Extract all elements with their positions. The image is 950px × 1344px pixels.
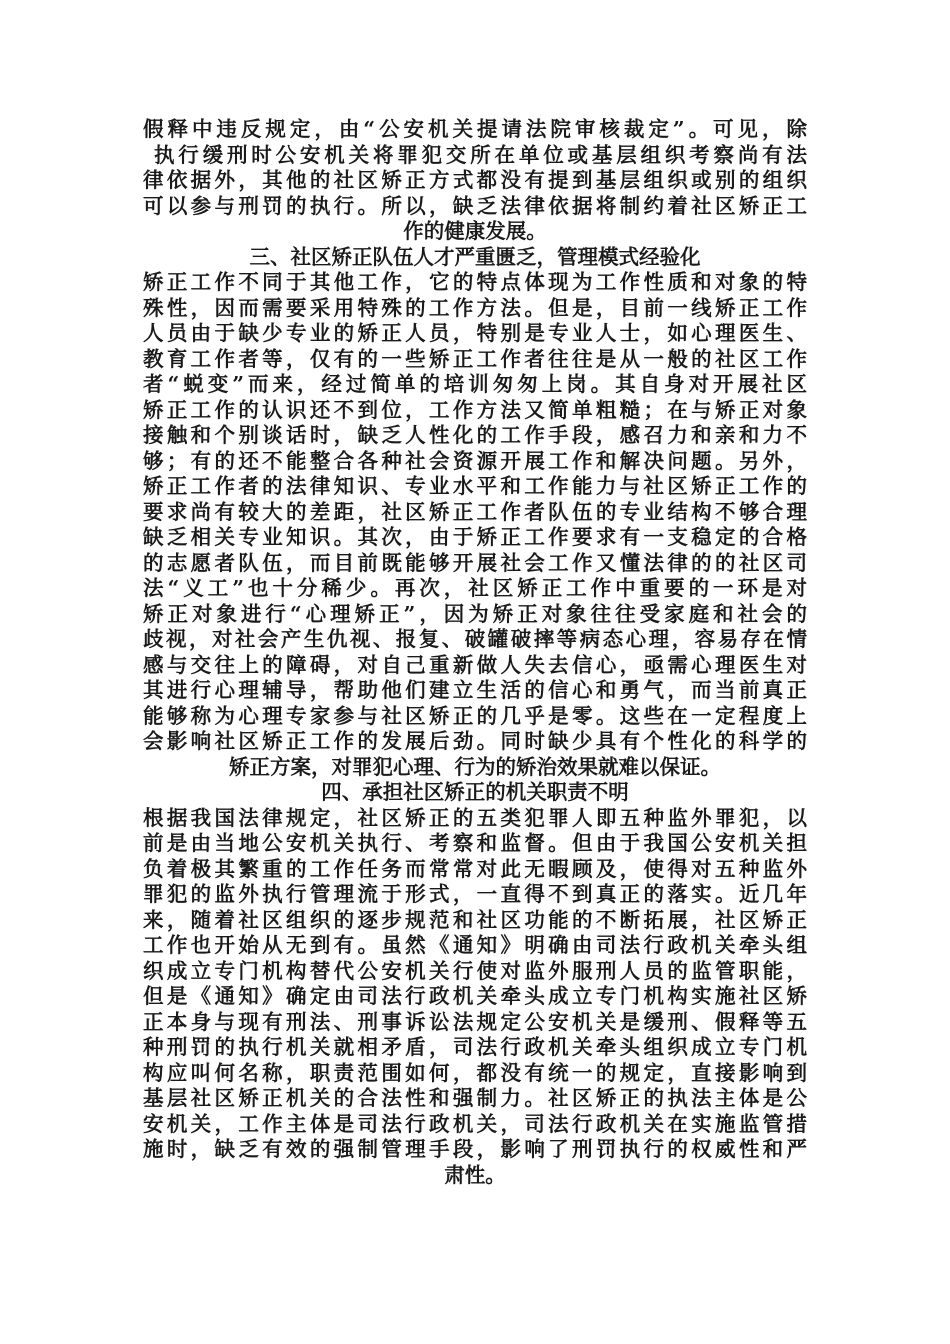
text-line: 假释中违反规定，由“公安机关提请法院审核裁定”。可见，除 [143, 117, 807, 141]
text-line: 够；有的还不能整合各种社会资源开展工作和解决问题。另外， [143, 448, 807, 473]
text-line: 构应叫何名称，职责范围如何，都没有统一的规定，直接影响到 [143, 1060, 807, 1085]
text-line: 来，随着社区组织的逐步规范和社区功能的不断拓展，社区矫正 [143, 907, 807, 932]
text-line: 前是由当地公安机关执行、考察和监督。但由于我国公安机关担 [143, 831, 807, 855]
text-line: 会影响社区矫正工作的发展后劲。同时缺少具有个性化的科学的 [143, 729, 807, 753]
text-line: 可以参与刑罚的执行。所以，缺乏法律依据将制约着社区矫正工 [143, 193, 807, 218]
text-line: 接触和个别谈话时，缺乏人性化的工作手段，感召力和亲和力不 [143, 423, 807, 447]
text-line: 矫正工作者的法律知识、专业水平和工作能力与社区矫正工作的 [143, 474, 807, 498]
paragraph-2 [143, 270, 807, 780]
section-heading: 四、承担社区矫正的机关职责不明 [321, 780, 629, 804]
text-line: 教育工作者等，仅有的一些矫正工作者往往是从一般的社区工作 [143, 346, 807, 371]
text-line: 根据我国法律规定，社区矫正的五类犯罪人即五种监外罪犯，以 [143, 805, 807, 830]
text-line: 歧视，对社会产生仇视、报复、破罐破摔等病态心理，容易存在情 [143, 627, 807, 651]
text-line: 工作也开始从无到有。虽然《通知》明确由司法行政机关牵头组 [143, 933, 807, 957]
text-line: 感与交往上的障碍，对自己重新做人失去信心，亟需心理医生对 [143, 652, 807, 677]
text-line: 者“蜕变”而来，经过简单的培训匆匆上岗。其自身对开展社区 [143, 372, 807, 396]
text-line: 要求尚有较大的差距，社区矫正工作者队伍的专业结构不够合理 [143, 499, 807, 524]
text-line: 基层社区矫正机关的合法性和强制力。社区矫正的执法主体是公 [143, 1086, 807, 1110]
text-line: 作的健康发展。 [403, 219, 547, 243]
text-line: 的志愿者队伍，而目前既能够开展社会工作又懂法律的的社区司 [143, 550, 807, 575]
section-heading: 三、社区矫正队伍人才严重匮乏，管理模式经验化 [249, 244, 701, 269]
text-line: 缺乏相关专业知识。其次，由于矫正工作要求有一支稳定的合格 [143, 525, 807, 549]
text-line: 施时，缺乏有效的强制管理手段，影响了刑罚执行的权威性和严 [143, 1137, 807, 1161]
text-line: 能够称为心理专家参与社区矫正的几乎是零。这些在一定程度上 [143, 703, 807, 728]
text-line: 安机关，工作主体是司法行政机关，司法行政机关在实施监管措 [143, 1111, 807, 1136]
text-line: 种刑罚的执行机关就相矛盾，司法行政机关牵头组织成立专门机 [143, 1035, 807, 1059]
text-line: 其进行心理辅导，帮助他们建立生活的信心和勇气，而当前真正 [143, 678, 807, 702]
text-line: 人员由于缺少专业的矫正人员，特别是专业人士，如心理医生、 [143, 321, 807, 345]
text-line: 矫正方案，对罪犯心理、行为的矫治效果就难以保证。 [229, 754, 721, 779]
text-line: 矫正工作的认识还不到位，工作方法又简单粗糙；在与矫正对象 [143, 397, 807, 422]
text-line: 律依据外，其他的社区矫正方式都没有提到基层组织或别的组织 [143, 168, 807, 192]
document-page [143, 117, 807, 1188]
text-line: 矫正对象进行“心理矫正”，因为矫正对象往往受家庭和社会的 [143, 601, 807, 626]
text-line: 但是《通知》确定由司法行政机关牵头成立专门机构实施社区矫 [143, 984, 807, 1008]
text-line: 正本身与现有刑法、刑事诉讼法规定公安机关是缓刑、假释等五 [143, 1009, 807, 1034]
paragraph-1 [143, 117, 807, 245]
text-line: 殊性，因而需要采用特殊的工作方法。但是，目前一线矫正工作 [143, 295, 807, 320]
text-line: 肃性。 [444, 1162, 506, 1187]
text-line: 矫正工作不同于其他工作，它的特点体现为工作性质和对象的特 [143, 270, 807, 294]
text-line: 法“义工”也十分稀少。再次，社区矫正工作中重要的一环是对 [143, 576, 807, 600]
text-line: 罪犯的监外执行管理流于形式，一直得不到真正的落实。近几年 [143, 882, 807, 906]
paragraph-3 [143, 806, 807, 1189]
text-line: 织成立专门机构替代公安机关行使对监外服刑人员的监管职能， [143, 958, 807, 983]
text-line: 执行缓刑时公安机关将罪犯交所在单位或基层组织考察尚有法 [143, 142, 807, 167]
text-line: 负着极其繁重的工作任务而常常对此无暇顾及，使得对五种监外 [143, 856, 807, 881]
